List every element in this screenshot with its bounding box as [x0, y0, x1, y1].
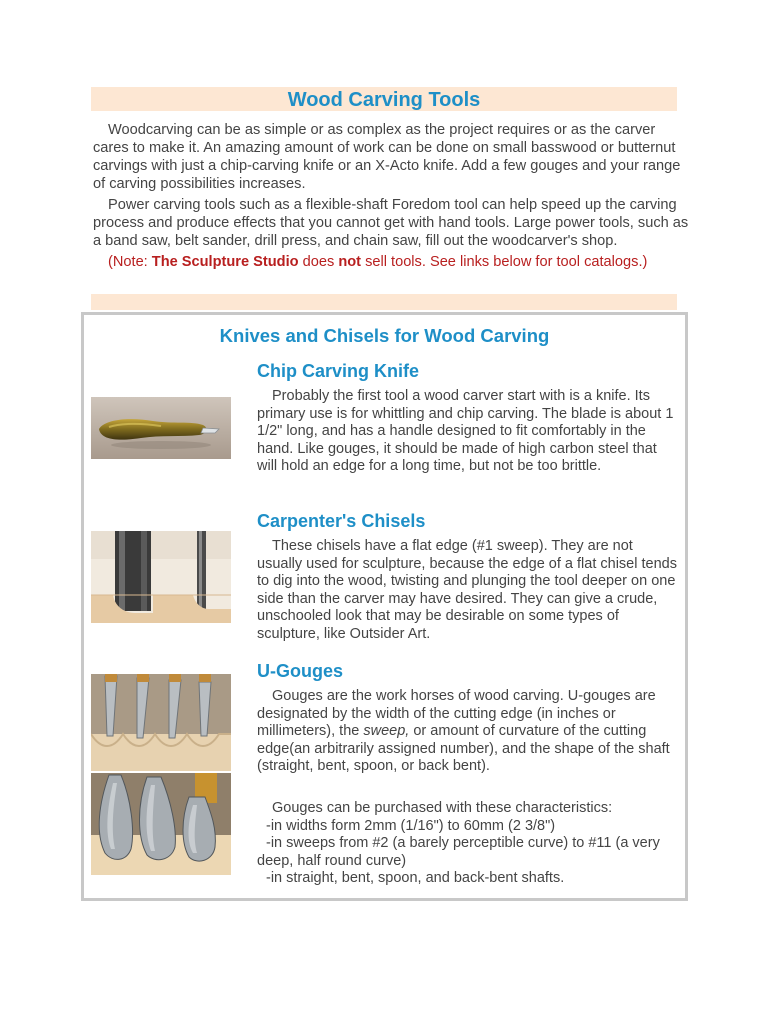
studio-name: The Sculpture Studio — [151, 254, 299, 270]
intro-paragraph-2: Power carving tools such as a flexible-shaft Foredom tool can help speed up the carving process and produce effects that you cannot get with hand tools. Large power tools, such as a band saw, belt sander, drill press, and chain saw, fill out the woodcarver's shop. — [93, 197, 689, 249]
page-title: Wood Carving Tools — [287, 89, 481, 111]
section-title-carpenters-chisels: Carpenter's Chisels — [257, 511, 426, 531]
chisels-description: These chisels have a flat edge (#1 sweep). They are not usually used for sculpture, because the edge of a flat chisel tends to dig into the wood, twisting and plunging the tool deeper on one side than the carver may have desired. They can give a crude, unschooled look that may be desirable on some types of sculpture, like Outsider Art. — [257, 538, 677, 642]
u-gouges-photo — [91, 674, 231, 771]
separator-banner — [91, 294, 677, 310]
carpenters-chisels-photo — [91, 531, 231, 623]
note-does: does — [298, 254, 339, 270]
gouges-text-b: or amount of curvature of the cutting edge(an arbitrarily assigned number), and the shape of the shaft (straight, bent, spoon, or back bent). — [257, 723, 670, 775]
knives-chisels-panel — [81, 312, 688, 901]
chip-knife-description: Probably the first tool a wood carver start with is a knife. Its primary use is for whittling and chip carving. The blade is about 1 1/2" long, and has a handle designed to fit comfortably in the hand. Like gouges, it should be made of high carbon steel that will hold an edge for a long time, but not be too brittle. — [257, 388, 674, 475]
note-open: (Note: — [108, 254, 152, 270]
gouges-sweep-term: sweep, — [363, 723, 410, 740]
section-text-chip-knife — [257, 388, 677, 476]
u-gouges-closeup-photo — [91, 773, 231, 875]
characteristic-sweeps: -in sweeps from #2 (a barely perceptible curve) to #11 (a very deep, half round curve) — [257, 835, 660, 869]
note-paragraph — [93, 253, 693, 271]
panel-title: Knives and Chisels for Wood Carving — [219, 325, 550, 346]
note-rest: sell tools. See links below for tool catalogs.) — [361, 254, 648, 270]
gouges-description — [257, 688, 677, 776]
characteristic-widths: -in widths form 2mm (1/16") to 60mm (2 3/8") — [266, 817, 556, 834]
gouges-text-a: Gouges are the work horses of wood carving. U-gouges are designated by the width of the cutting edge (in inches or millimeters), the — [257, 688, 656, 740]
intro-paragraph-1: Woodcarving can be as simple or as complex as the project requires or as the carver cares to make it. An amazing amount of work can be done on small basswood or butternut carvings with just a chip-carving knife or an X-Acto knife. Add a few gouges and your range of carving possibilities increases. — [93, 122, 681, 192]
title-banner — [91, 87, 677, 111]
section-title-chip-knife: Chip Carving Knife — [257, 361, 420, 381]
characteristic-shafts: -in straight, bent, spoon, and back-bent shafts. — [266, 870, 565, 887]
characteristics-intro: Gouges can be purchased with these characteristics: — [272, 800, 613, 816]
intro-section — [93, 121, 693, 274]
section-title-u-gouges: U-Gouges — [257, 661, 344, 681]
section-text-carpenters-chisels — [257, 538, 677, 644]
note-not: not — [338, 254, 362, 270]
gouges-characteristics — [257, 800, 677, 888]
chip-carving-knife-photo — [91, 397, 231, 459]
section-text-u-gouges — [257, 688, 677, 776]
